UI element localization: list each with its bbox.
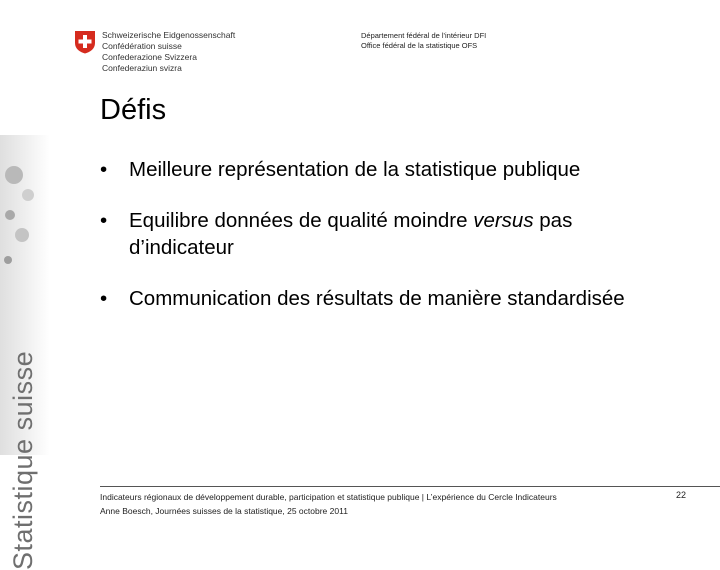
footer-title: Indicateurs régionaux de développement durable, participation et statistique publique | L’expérience du Cercle Indicateurs bbox=[100, 492, 557, 502]
side-decoration bbox=[0, 135, 50, 570]
bullet-list bbox=[100, 156, 660, 336]
confederation-name-de: Schweizerische Eidgenossenschaft bbox=[102, 30, 236, 40]
bullet-item bbox=[100, 207, 660, 261]
footer-author: Anne Boesch, Journées suisses de la statistique, 25 octobre 2011 bbox=[100, 506, 348, 516]
department-block bbox=[361, 31, 486, 51]
office-name: Office fédéral de la statistique OFS bbox=[361, 41, 478, 50]
bullet-icon: • bbox=[100, 209, 108, 232]
bullet-text-start: Equilibre données de qualité moindre bbox=[129, 209, 474, 232]
confederation-name-it: Confederazione Svizzera bbox=[102, 52, 197, 62]
bullet-text: Communication des résultats de manière standardisée bbox=[129, 287, 625, 310]
slide-title: Défis bbox=[100, 94, 167, 126]
page-number: 22 bbox=[676, 490, 687, 500]
bullet-item bbox=[100, 285, 660, 312]
footer-divider bbox=[100, 486, 720, 487]
bullet-emphasis: versus bbox=[473, 209, 534, 232]
bullet-item bbox=[100, 156, 660, 183]
swiss-flag-icon bbox=[73, 30, 97, 54]
confederation-name-rm: Confederaziun svizra bbox=[102, 63, 182, 73]
bullet-icon: • bbox=[100, 287, 108, 310]
bullet-text: Meilleure représentation de la statistique publique bbox=[129, 158, 581, 181]
department-name: Département fédéral de l'intérieur DFI bbox=[361, 31, 487, 40]
side-label: Statistique suisse bbox=[8, 350, 38, 570]
bullet-text-end: pas d’indicateur bbox=[129, 209, 573, 259]
bullet-icon: • bbox=[100, 158, 108, 181]
footer bbox=[100, 490, 557, 518]
confederation-names bbox=[102, 30, 235, 74]
confederation-name-fr: Confédération suisse bbox=[102, 41, 182, 51]
